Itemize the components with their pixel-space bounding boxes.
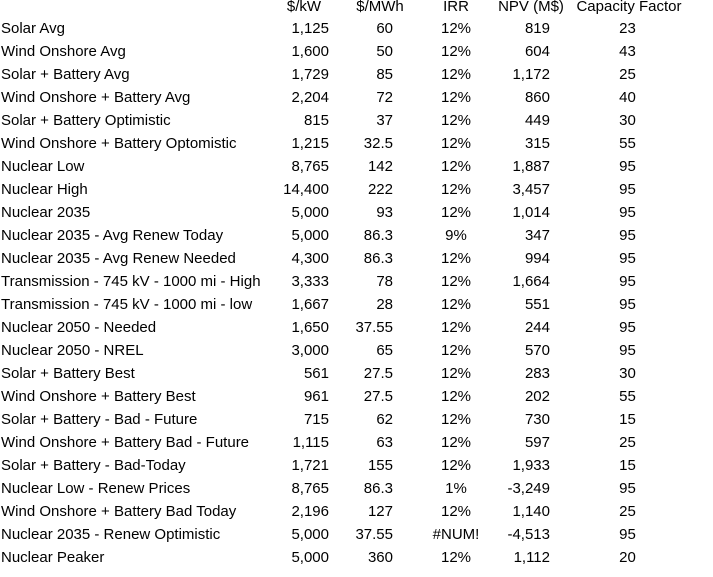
table-row xyxy=(0,86,713,109)
cell-cost-per-mwh[interactable]: 222 xyxy=(367,181,393,198)
table-row xyxy=(0,270,713,293)
cell-irr[interactable]: 12% xyxy=(440,112,472,129)
cell-irr[interactable]: 12% xyxy=(440,411,472,428)
cell-cost-per-kw[interactable]: 1,667 xyxy=(291,296,329,313)
cell-irr[interactable]: 12% xyxy=(440,20,472,37)
cell-npv[interactable]: 570 xyxy=(524,342,550,359)
cell-npv[interactable]: 604 xyxy=(524,43,550,60)
table-row xyxy=(0,477,713,500)
cell-cost-per-mwh[interactable]: 93 xyxy=(376,204,393,221)
cell-cost-per-kw[interactable]: 2,196 xyxy=(291,503,329,520)
cell-cost-per-mwh[interactable]: 37 xyxy=(376,112,393,129)
cell-npv[interactable]: 449 xyxy=(524,112,550,129)
table-row xyxy=(0,247,713,270)
cell-cost-per-mwh[interactable]: 86.3 xyxy=(363,250,393,267)
cell-irr[interactable]: #NUM! xyxy=(432,526,480,543)
table-row xyxy=(0,224,713,247)
cell-scenario[interactable]: Wind Onshore + Battery Best xyxy=(1,388,196,405)
header-irr[interactable]: IRR xyxy=(443,0,469,15)
cell-capacity-factor[interactable]: 25 xyxy=(619,434,636,451)
cell-cost-per-mwh[interactable]: 127 xyxy=(367,503,393,520)
cell-scenario[interactable]: Nuclear 2050 - NREL xyxy=(1,342,144,359)
cell-cost-per-kw[interactable]: 1,729 xyxy=(291,66,329,83)
cell-capacity-factor[interactable]: 30 xyxy=(619,112,636,129)
cell-cost-per-mwh[interactable]: 65 xyxy=(376,342,393,359)
table-row xyxy=(0,408,713,431)
cell-capacity-factor[interactable]: 55 xyxy=(619,135,636,152)
cell-cost-per-mwh[interactable]: 27.5 xyxy=(363,365,393,382)
cell-scenario[interactable]: Nuclear Low xyxy=(1,158,85,175)
cell-npv[interactable]: 202 xyxy=(524,388,550,405)
cell-irr[interactable]: 12% xyxy=(440,158,472,175)
cell-scenario[interactable]: Nuclear Peaker xyxy=(1,549,105,566)
cell-cost-per-mwh[interactable]: 155 xyxy=(367,457,393,474)
cell-irr[interactable]: 12% xyxy=(440,549,472,566)
cell-capacity-factor[interactable]: 95 xyxy=(619,526,636,543)
cell-npv[interactable]: 1,933 xyxy=(512,457,550,474)
cell-cost-per-kw[interactable]: 561 xyxy=(303,365,329,382)
table-row xyxy=(0,109,713,132)
cell-irr[interactable]: 12% xyxy=(440,434,472,451)
cell-capacity-factor[interactable]: 95 xyxy=(619,296,636,313)
table-row xyxy=(0,132,713,155)
cell-cost-per-kw[interactable]: 1,650 xyxy=(291,319,329,336)
cell-scenario[interactable]: Solar + Battery Best xyxy=(1,365,135,382)
cell-scenario[interactable]: Solar + Battery - Bad-Today xyxy=(1,457,186,474)
cell-capacity-factor[interactable]: 95 xyxy=(619,204,636,221)
cell-cost-per-kw[interactable]: 8,765 xyxy=(291,158,329,175)
cell-capacity-factor[interactable]: 95 xyxy=(619,319,636,336)
cell-scenario[interactable]: Transmission - 745 kV - 1000 mi - low xyxy=(1,296,253,313)
cell-capacity-factor[interactable]: 95 xyxy=(619,181,636,198)
cell-capacity-factor[interactable]: 20 xyxy=(619,549,636,566)
cell-irr[interactable]: 12% xyxy=(440,503,472,520)
cell-npv[interactable]: 1,664 xyxy=(512,273,550,290)
cell-capacity-factor[interactable]: 95 xyxy=(619,227,636,244)
cell-irr[interactable]: 12% xyxy=(440,273,472,290)
cell-cost-per-kw[interactable]: 1,721 xyxy=(291,457,329,474)
cell-npv[interactable]: -3,249 xyxy=(507,480,550,497)
cell-capacity-factor[interactable]: 95 xyxy=(619,250,636,267)
cell-npv[interactable]: 1,140 xyxy=(512,503,550,520)
cell-cost-per-kw[interactable]: 1,600 xyxy=(291,43,329,60)
cell-cost-per-mwh[interactable]: 360 xyxy=(367,549,393,566)
table-row xyxy=(0,454,713,477)
cell-irr[interactable]: 9% xyxy=(445,227,467,244)
cell-scenario[interactable]: Transmission - 745 kV - 1000 mi - High xyxy=(1,273,261,290)
header-capacity-factor[interactable]: Capacity Factor xyxy=(576,0,682,15)
cell-cost-per-kw[interactable]: 715 xyxy=(303,411,329,428)
cell-scenario[interactable]: Nuclear 2035 - Avg Renew Needed xyxy=(1,250,236,267)
table-row xyxy=(0,362,713,385)
cell-npv[interactable]: 315 xyxy=(524,135,550,152)
cell-capacity-factor[interactable]: 95 xyxy=(619,480,636,497)
cell-scenario[interactable]: Solar + Battery Avg xyxy=(1,66,130,83)
cell-cost-per-mwh[interactable]: 50 xyxy=(376,43,393,60)
cell-cost-per-mwh[interactable]: 72 xyxy=(376,89,393,106)
table-row xyxy=(0,155,713,178)
cell-npv[interactable]: 283 xyxy=(524,365,550,382)
cell-capacity-factor[interactable]: 15 xyxy=(619,457,636,474)
cell-cost-per-kw[interactable]: 1,215 xyxy=(291,135,329,152)
table-row xyxy=(0,431,713,454)
cell-irr[interactable]: 12% xyxy=(440,365,472,382)
cell-cost-per-kw[interactable]: 5,000 xyxy=(291,549,329,566)
cell-capacity-factor[interactable]: 23 xyxy=(619,20,636,37)
table-row xyxy=(0,201,713,224)
cell-irr[interactable]: 12% xyxy=(440,342,472,359)
cell-irr[interactable]: 1% xyxy=(445,480,467,497)
cell-cost-per-kw[interactable]: 4,300 xyxy=(291,250,329,267)
cell-cost-per-mwh[interactable]: 37.55 xyxy=(355,526,393,543)
cell-cost-per-mwh[interactable]: 27.5 xyxy=(363,388,393,405)
cell-npv[interactable]: 819 xyxy=(524,20,550,37)
table-row xyxy=(0,63,713,86)
cell-npv[interactable]: 3,457 xyxy=(512,181,550,198)
table-row xyxy=(0,316,713,339)
cell-scenario[interactable]: Wind Onshore + Battery Bad Today xyxy=(1,503,237,520)
cell-cost-per-kw[interactable]: 1,115 xyxy=(292,434,329,451)
cell-cost-per-mwh[interactable]: 78 xyxy=(376,273,393,290)
cell-capacity-factor[interactable]: 15 xyxy=(619,411,636,428)
cell-irr[interactable]: 12% xyxy=(440,319,472,336)
cell-capacity-factor[interactable]: 55 xyxy=(619,388,636,405)
cell-cost-per-kw[interactable]: 3,000 xyxy=(291,342,329,359)
cell-cost-per-mwh[interactable]: 60 xyxy=(376,20,393,37)
cell-npv[interactable]: 730 xyxy=(524,411,550,428)
cell-npv[interactable]: -4,513 xyxy=(507,526,550,543)
cell-irr[interactable]: 12% xyxy=(440,457,472,474)
header-cost-per-kw[interactable]: $/kW xyxy=(286,0,322,15)
cell-cost-per-mwh[interactable]: 86.3 xyxy=(363,480,393,497)
cell-scenario[interactable]: Nuclear 2035 - Avg Renew Today xyxy=(1,227,224,244)
table-row xyxy=(0,500,713,523)
cell-npv[interactable]: 1,112 xyxy=(513,549,550,566)
cell-cost-per-kw[interactable]: 8,765 xyxy=(291,480,329,497)
cell-scenario[interactable]: Solar + Battery - Bad - Future xyxy=(1,411,198,428)
cell-cost-per-mwh[interactable]: 28 xyxy=(376,296,393,313)
cell-scenario[interactable]: Nuclear High xyxy=(1,181,88,198)
cell-npv[interactable]: 994 xyxy=(524,250,550,267)
cell-scenario[interactable]: Nuclear Low - Renew Prices xyxy=(1,480,191,497)
table-row xyxy=(0,178,713,201)
cell-npv[interactable]: 1,887 xyxy=(512,158,550,175)
cell-capacity-factor[interactable]: 43 xyxy=(619,43,636,60)
cell-scenario[interactable]: Nuclear 2035 - Renew Optimistic xyxy=(1,526,221,543)
cell-capacity-factor[interactable]: 40 xyxy=(619,89,636,106)
cell-cost-per-mwh[interactable]: 142 xyxy=(367,158,393,175)
cell-irr[interactable]: 12% xyxy=(440,89,472,106)
table-row xyxy=(0,293,713,316)
cell-cost-per-mwh[interactable]: 62 xyxy=(376,411,393,428)
cell-npv[interactable]: 1,014 xyxy=(512,204,550,221)
cell-capacity-factor[interactable]: 25 xyxy=(619,503,636,520)
cell-scenario[interactable]: Wind Onshore Avg xyxy=(1,43,126,60)
cell-capacity-factor[interactable]: 25 xyxy=(619,66,636,83)
cell-scenario[interactable]: Wind Onshore + Battery Avg xyxy=(1,89,191,106)
cell-cost-per-kw[interactable]: 3,333 xyxy=(291,273,329,290)
cell-cost-per-kw[interactable]: 2,204 xyxy=(291,89,329,106)
cell-irr[interactable]: 12% xyxy=(440,388,472,405)
cell-scenario[interactable]: Nuclear 2035 xyxy=(1,204,91,221)
cell-scenario[interactable]: Wind Onshore + Battery Bad - Future xyxy=(1,434,250,451)
cell-capacity-factor[interactable]: 95 xyxy=(619,273,636,290)
cell-cost-per-mwh[interactable]: 85 xyxy=(376,66,393,83)
table-row xyxy=(0,546,713,569)
cell-cost-per-kw[interactable]: 5,000 xyxy=(291,227,329,244)
cell-cost-per-mwh[interactable]: 63 xyxy=(376,434,393,451)
cell-npv[interactable]: 551 xyxy=(524,296,550,313)
cell-irr[interactable]: 12% xyxy=(440,250,472,267)
cell-npv[interactable]: 244 xyxy=(524,319,550,336)
cell-irr[interactable]: 12% xyxy=(440,181,472,198)
table-row xyxy=(0,385,713,408)
cell-scenario[interactable]: Wind Onshore + Battery Optomistic xyxy=(1,135,237,152)
cell-npv[interactable]: 347 xyxy=(524,227,550,244)
cell-scenario[interactable]: Nuclear 2050 - Needed xyxy=(1,319,157,336)
cell-scenario[interactable]: Solar Avg xyxy=(1,20,65,37)
cell-irr[interactable]: 12% xyxy=(440,135,472,152)
cell-npv[interactable]: 597 xyxy=(524,434,550,451)
cell-capacity-factor[interactable]: 95 xyxy=(619,158,636,175)
cell-npv[interactable]: 1,172 xyxy=(512,66,550,83)
cell-cost-per-kw[interactable]: 815 xyxy=(303,112,329,129)
cell-scenario[interactable]: Solar + Battery Optimistic xyxy=(1,112,171,129)
table-row xyxy=(0,17,713,40)
table-row xyxy=(0,523,713,546)
cell-cost-per-mwh[interactable]: 86.3 xyxy=(363,227,393,244)
cell-irr[interactable]: 12% xyxy=(440,204,472,221)
cell-cost-per-kw[interactable]: 5,000 xyxy=(291,526,329,543)
table-row xyxy=(0,40,713,63)
header-npv[interactable]: NPV (M$) xyxy=(498,0,564,15)
cell-cost-per-kw[interactable]: 5,000 xyxy=(291,204,329,221)
header-cost-per-mwh[interactable]: $/MWh xyxy=(356,0,404,15)
cell-cost-per-kw[interactable]: 1,125 xyxy=(291,20,329,37)
cell-irr[interactable]: 12% xyxy=(440,43,472,60)
cell-cost-per-kw[interactable]: 14,400 xyxy=(283,181,329,198)
cell-cost-per-mwh[interactable]: 37.55 xyxy=(355,319,393,336)
cell-npv[interactable]: 860 xyxy=(524,89,550,106)
cell-cost-per-kw[interactable]: 961 xyxy=(303,388,329,405)
cell-irr[interactable]: 12% xyxy=(440,296,472,313)
cell-capacity-factor[interactable]: 95 xyxy=(619,342,636,359)
cell-irr[interactable]: 12% xyxy=(440,66,472,83)
cell-capacity-factor[interactable]: 30 xyxy=(619,365,636,382)
cell-cost-per-mwh[interactable]: 32.5 xyxy=(363,135,393,152)
table-row xyxy=(0,339,713,362)
